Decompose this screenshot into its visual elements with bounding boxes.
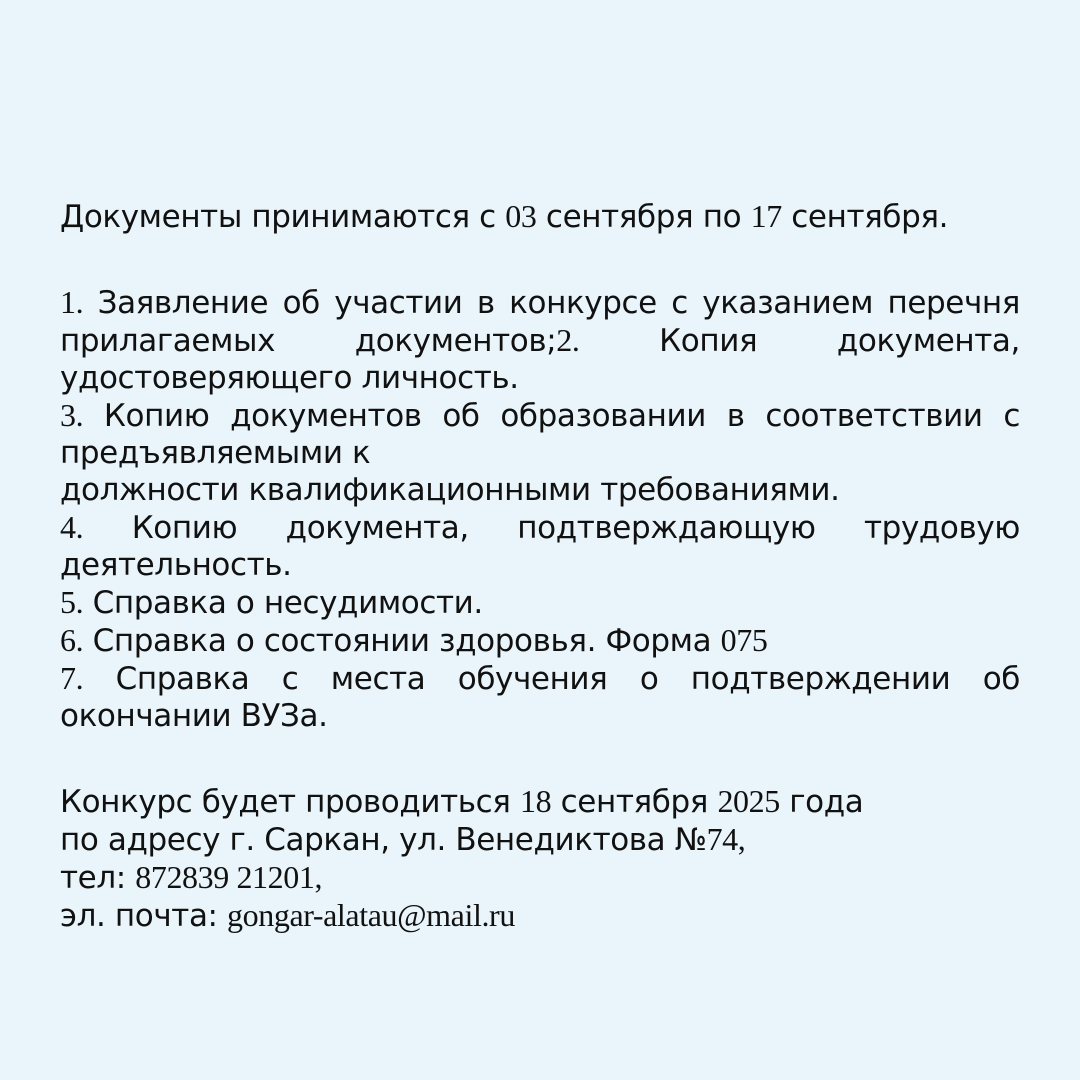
contest-year: 2025: [717, 783, 780, 819]
item-text: Справка о несудимости.: [83, 585, 483, 621]
item-text: должности квалификационными требованиями.: [60, 472, 840, 508]
item-text: Справка о состоянии здоровья. Форма: [83, 623, 721, 659]
item-number: 2.: [556, 322, 580, 358]
contest-info: [60, 783, 1020, 935]
email-label: эл. почта:: [60, 898, 228, 934]
item-text: Копия документа, удостоверяющего личность.: [60, 323, 1020, 396]
item-number: 1.: [60, 284, 84, 320]
list-item-3-cont: [60, 472, 1020, 509]
phone-line: [60, 859, 1020, 897]
address-line: [60, 821, 1020, 859]
list-item-3: [60, 397, 1020, 472]
intro-line: [60, 198, 1020, 236]
intro-lead: Документы принимаются с: [60, 199, 506, 235]
list-item-1-2: [60, 284, 1020, 397]
item-text: Копию документов об образовании в соответствии с предъявляемыми к: [60, 398, 1020, 471]
phone-number: 872839 21201,: [135, 859, 323, 895]
address-label: по адресу г. Саркан, ул. Венедиктова №: [60, 822, 707, 858]
list-item-6: [60, 622, 1020, 660]
item-number: 4.: [60, 509, 84, 545]
contest-month: сентября: [551, 784, 718, 820]
list-item-5: [60, 584, 1020, 622]
address-number: 74,: [706, 821, 746, 857]
phone-label: тел:: [60, 860, 136, 896]
contest-tail: года: [779, 784, 864, 820]
form-number: 075: [720, 622, 768, 658]
item-number: 3.: [60, 397, 84, 433]
contest-day: 18: [519, 783, 552, 819]
item-text: Справка с места обучения о подтверждении об окончании ВУЗа.: [60, 661, 1020, 734]
list-item-7: [60, 660, 1020, 735]
item-number: 7.: [60, 660, 84, 696]
item-text: Заявление об участии в конкурсе с указанием перечня прилагаемых документов;: [60, 285, 1020, 359]
contest-lead: Конкурс будет проводиться: [60, 784, 520, 820]
email-line: [60, 897, 1020, 935]
intro-tail: сентября.: [781, 199, 949, 235]
email-address: gongar-alatau@mail.ru: [227, 897, 515, 933]
item-number: 5.: [60, 584, 84, 620]
announcement: [60, 198, 1020, 935]
list-item-4: [60, 509, 1020, 584]
item-number: 6.: [60, 622, 84, 658]
documents-list: [60, 284, 1020, 735]
date-to-day: 17: [750, 198, 782, 234]
date-from-day: 03: [505, 198, 537, 234]
intro-mid: сентября по: [536, 199, 751, 235]
item-text: Копию документа, подтверждающую трудовую деятельность.: [60, 510, 1020, 583]
contest-date-line: [60, 783, 1020, 821]
